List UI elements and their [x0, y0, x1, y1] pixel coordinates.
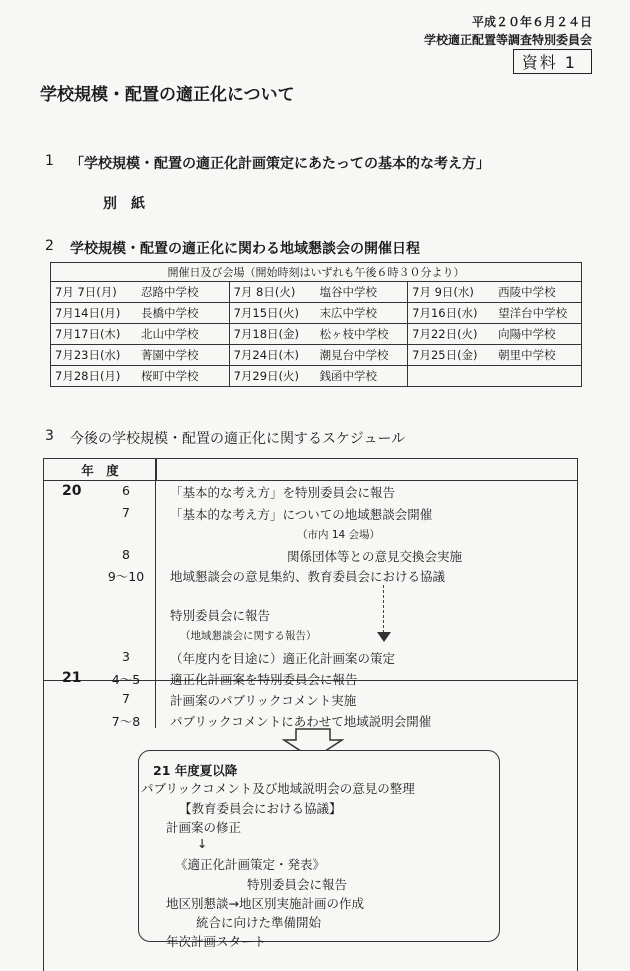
venue-school: 朝里中学校: [498, 348, 556, 362]
venue-cell: [229, 282, 408, 303]
venue-school: 菁園中学校: [141, 348, 199, 362]
schedule20-month: 9～10: [107, 569, 145, 584]
venue-cell: [51, 282, 230, 303]
schedule20-month: 3: [122, 649, 130, 664]
flow-arrow-head-icon: [377, 632, 391, 642]
venue-cell: [51, 366, 230, 387]
schedule20-month: 6: [122, 483, 130, 498]
venue-school: 塩谷中学校: [319, 285, 378, 299]
schedule20-text: 「基本的な考え方」を特別委員会に報告: [170, 485, 396, 500]
bubble-line: 特別委員会に報告: [247, 877, 348, 892]
venue-school: 北山中学校: [141, 327, 199, 341]
schedule20-text: 「基本的な考え方」についての地域懇談会開催: [170, 507, 433, 522]
venue-row: [51, 324, 582, 345]
venue-cell: [408, 282, 582, 303]
section3-title: 今後の学校規模・配置の適正化に関するスケジュール: [70, 431, 406, 447]
venue-table-header: 開催日及び会場（開始時刻はいずれも午後６時３０分より）: [51, 263, 582, 282]
venue-cell: [229, 303, 408, 324]
venue-date: 7月24日(木): [233, 348, 299, 362]
committee-name: 学校適正配置等調査特別委員会: [423, 33, 592, 47]
venue-school: 松ヶ枝中学校: [319, 327, 389, 341]
venue-cell: [408, 345, 582, 366]
venue-school: 長橋中学校: [141, 306, 199, 320]
venue-date: 7月17日(木): [55, 327, 121, 341]
bubble-line: 年次計画スタート: [166, 934, 267, 949]
bubble-line: 《適正化計画策定・発表》: [175, 857, 326, 872]
flow-dashed-line: [383, 585, 384, 633]
year-21: 21: [62, 670, 82, 686]
col-year-header: 年 度: [44, 459, 157, 481]
venue-cell: [408, 366, 582, 387]
bubble-line: 地区別懇談→地区別実施計画の作成: [166, 896, 364, 911]
bubble-line: 統合に向けた準備開始: [196, 915, 322, 930]
venue-date: 7月15日(火): [233, 306, 299, 320]
section2-title: 学校規模・配置の適正化に関わる地域懇談会の開催日程: [70, 241, 420, 257]
down-arrow-icon: ↓: [197, 836, 208, 851]
document-badge: 資料 1: [513, 49, 592, 74]
bubble-line: パブリックコメント及び地域説明会の意見の整理: [141, 781, 415, 796]
schedule21-month: 7～8: [111, 714, 141, 729]
venue-row: [51, 366, 582, 387]
venue-school: 忍路中学校: [141, 285, 199, 299]
venue-date: 7月 9日(水): [412, 285, 474, 299]
venue-school: 向陽中学校: [498, 327, 556, 341]
venue-row: [51, 345, 582, 366]
venue-row: [51, 282, 582, 303]
schedule20-month: 7: [122, 505, 130, 520]
schedule21-text: 計画案のパブリックコメント実施: [170, 693, 357, 708]
col-content-header: [157, 459, 578, 481]
schedule20-text: （年度内を目途に）適正化計画案の策定: [170, 651, 396, 666]
venue-date: 7月 7日(月): [55, 285, 117, 299]
document-date: 平成２０年６月２４日: [471, 15, 592, 29]
venue-date: 7月 8日(火): [233, 285, 296, 299]
schedule20-text: （地域懇談会に関する報告）: [180, 630, 317, 642]
schedule20-month: 8: [122, 547, 130, 562]
venue-cell: [229, 324, 408, 345]
schedule20-text: 関係団体等との意見交換会実施: [287, 549, 463, 564]
venue-cell: [51, 324, 230, 345]
section2-number: 2: [45, 238, 54, 254]
venue-school: 桜町中学校: [141, 369, 199, 383]
venue-date: 7月22日(火): [412, 327, 478, 341]
section1-title: 「学校規模・配置の適正化計画策定にあたっての基本的な考え方」: [70, 156, 490, 172]
schedule21-month: 7: [122, 691, 130, 706]
venue-school: 潮見台中学校: [319, 348, 389, 362]
venue-school: 西陵中学校: [498, 285, 556, 299]
schedule21-text: パブリックコメントにあわせて地域説明会開催: [170, 714, 432, 729]
venue-date: 7月23日(水): [55, 348, 121, 362]
venue-cell: [408, 324, 582, 345]
venue-date: 7月16日(水): [412, 306, 478, 320]
venue-cell: [229, 366, 408, 387]
venue-row: [51, 303, 582, 324]
venue-school: 望洋台中学校: [498, 306, 568, 320]
section3-number: 3: [45, 428, 54, 444]
year-20: 20: [62, 483, 82, 499]
page-title: 学校規模・配置の適正化について: [40, 85, 295, 105]
schedule21-month: 4～5: [111, 672, 141, 687]
venue-cell: [51, 303, 230, 324]
venue-date: 7月18日(金): [233, 327, 299, 341]
schedule20-text: （市内 14 会場）: [297, 529, 381, 541]
section1-number: 1: [45, 153, 54, 169]
bubble-title: 21 年度夏以降: [153, 763, 238, 778]
column-divider: [155, 458, 156, 728]
venue-date: 7月28日(月): [55, 369, 121, 383]
future-plan-bubble: [138, 750, 500, 949]
schedule21-text: 適正化計画案を特別委員会に報告: [170, 672, 358, 687]
venue-cell: [51, 345, 230, 366]
venue-table: [50, 262, 582, 387]
bubble-line: 【教育委員会における協議】: [179, 801, 342, 816]
venue-school: 末広中学校: [319, 306, 378, 320]
venue-school: 銭函中学校: [319, 369, 378, 383]
venue-date: 7月25日(金): [412, 348, 478, 362]
venue-date: 7月29日(火): [233, 369, 299, 383]
bubble-line: 計画案の修正: [166, 820, 242, 835]
venue-date: 7月14日(月): [55, 306, 121, 320]
schedule20-text: 地域懇談会の意見集約、教育委員会における協議: [170, 569, 446, 584]
venue-cell: [408, 303, 582, 324]
section1-sub: 別 紙: [103, 196, 145, 212]
venue-cell: [229, 345, 408, 366]
schedule20-text: 特別委員会に報告: [170, 608, 271, 623]
